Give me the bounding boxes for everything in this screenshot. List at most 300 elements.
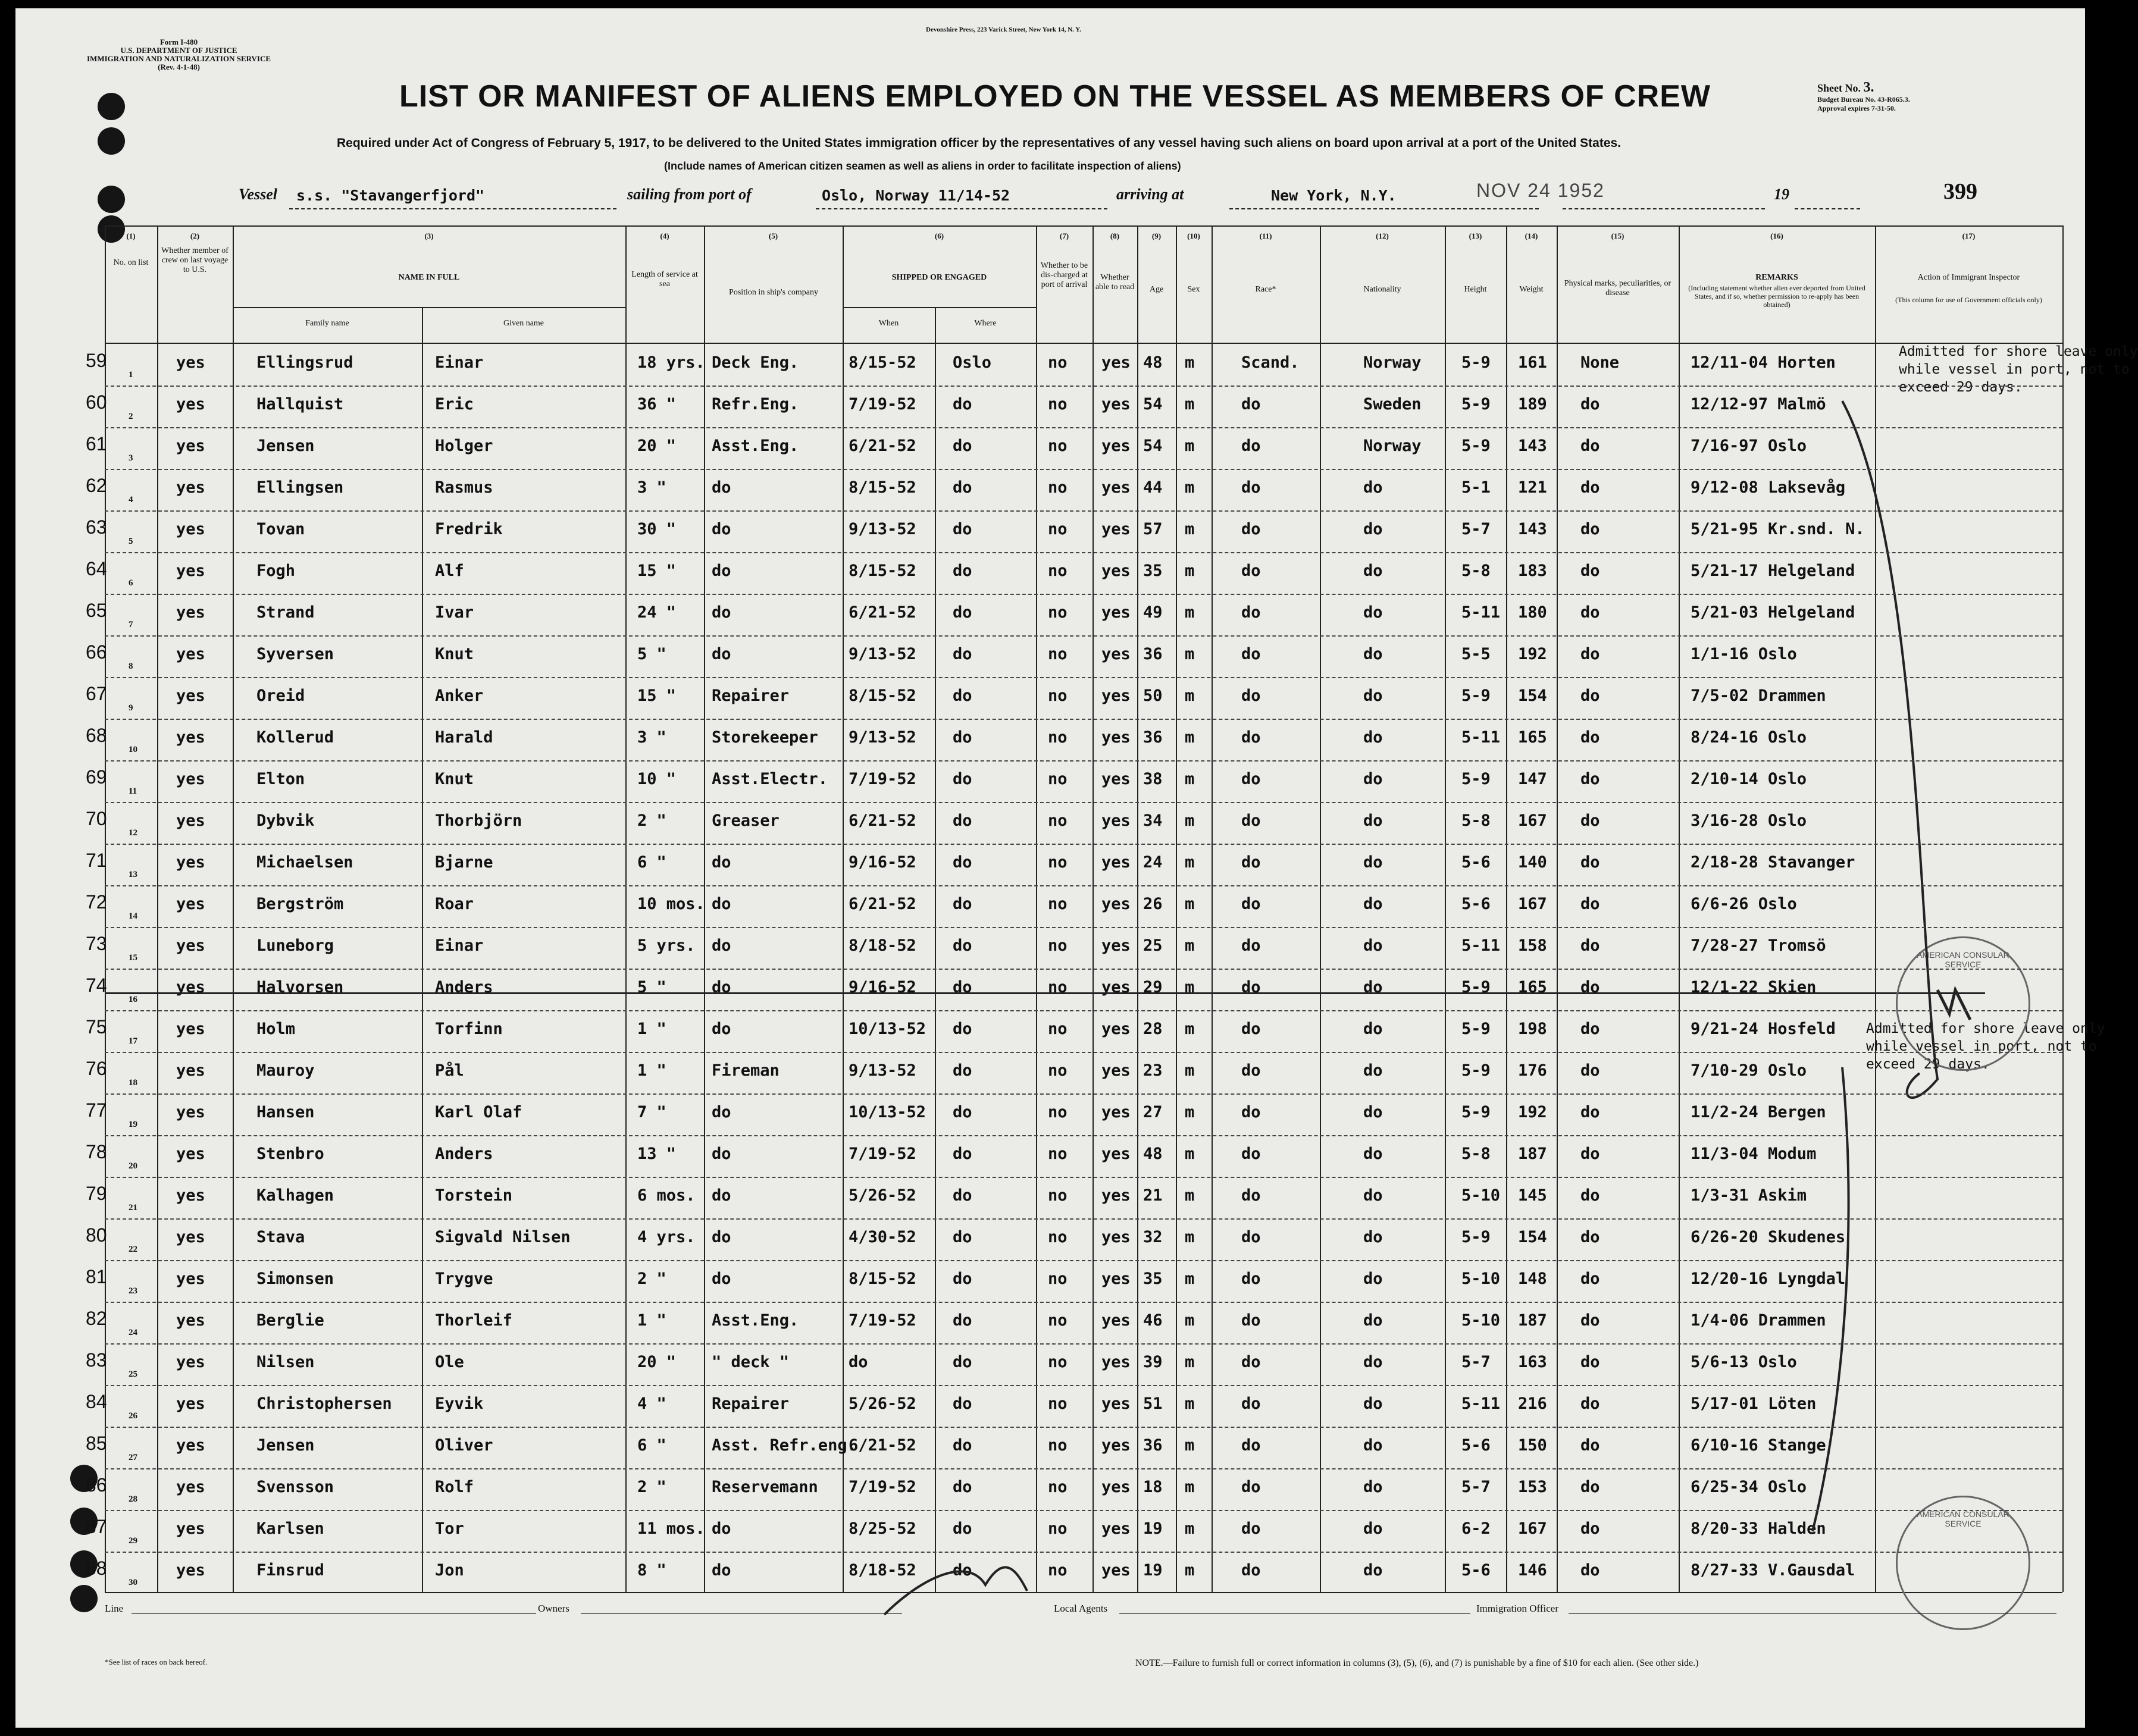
race: do xyxy=(1241,1061,1261,1080)
col-header-discharged: Whether to be dis-charged at port of arrival xyxy=(1040,261,1088,289)
line-number: 17 xyxy=(129,1036,137,1046)
col-header-where: Where xyxy=(974,319,997,328)
shipped-where: do xyxy=(953,562,972,580)
sex: m xyxy=(1185,1395,1195,1413)
punch-hole xyxy=(98,186,125,213)
family-name: Tovan xyxy=(256,520,305,538)
able-to-read: yes xyxy=(1101,895,1131,913)
race: do xyxy=(1241,1270,1261,1288)
row-number: 61 xyxy=(86,433,107,455)
family-name: Halvorsen xyxy=(256,978,344,997)
col-header-read: Whether able to read xyxy=(1095,273,1135,292)
col-number: (17) xyxy=(1962,231,1976,240)
row-divider xyxy=(105,469,2062,470)
table-row xyxy=(15,553,2085,596)
weight: 121 xyxy=(1518,478,1547,497)
shipped-where: do xyxy=(953,1436,972,1455)
sex: m xyxy=(1185,520,1195,538)
family-name: Bergström xyxy=(256,895,344,913)
remarks: 2/18-28 Stavanger xyxy=(1691,853,1855,872)
height: 5-9 xyxy=(1461,978,1491,997)
given-name: Torfinn xyxy=(435,1020,503,1038)
weight: 146 xyxy=(1518,1561,1547,1580)
position: Storekeeper xyxy=(712,728,818,747)
race: do xyxy=(1241,1145,1261,1163)
position: do xyxy=(712,1145,731,1163)
position: Reservemann xyxy=(712,1478,818,1496)
position: Greaser xyxy=(712,811,780,830)
able-to-read: yes xyxy=(1101,978,1131,997)
crew-last-voyage: yes xyxy=(176,1561,205,1580)
footer-agents-label: Local Agents xyxy=(1054,1603,1108,1614)
table-row xyxy=(15,1303,2085,1346)
sex: m xyxy=(1185,1311,1195,1330)
row-divider xyxy=(105,1427,2062,1428)
age: 46 xyxy=(1143,1311,1163,1330)
row-divider xyxy=(105,1385,2062,1386)
nationality: do xyxy=(1363,1145,1383,1163)
height: 5-8 xyxy=(1461,1145,1491,1163)
page-subtitle: Required under Act of Congress of February 5, 1917, to be delivered to the United States immigration officer by the representatives of any vessel having such aliens on board upon arrival at a port of the United States. xyxy=(337,136,1622,150)
given-name: Karl Olaf xyxy=(435,1103,522,1121)
table-row xyxy=(15,678,2085,721)
line-number: 19 xyxy=(129,1120,137,1129)
physical-marks: do xyxy=(1580,895,1600,913)
race: Scand. xyxy=(1241,353,1300,372)
height: 5-9 xyxy=(1461,1103,1491,1121)
sex: m xyxy=(1185,1519,1195,1538)
table-row xyxy=(15,1011,2085,1054)
col-header-sex: Sex xyxy=(1187,285,1200,294)
to-be-discharged: no xyxy=(1048,811,1068,830)
height: 5-9 xyxy=(1461,1228,1491,1246)
col-header-position: Position in ship's company xyxy=(729,288,818,297)
nationality: do xyxy=(1363,687,1383,705)
height: 5-9 xyxy=(1461,437,1491,455)
table-row xyxy=(15,845,2085,888)
nationality: do xyxy=(1363,1353,1383,1371)
physical-marks: do xyxy=(1580,1061,1600,1080)
table-row xyxy=(15,970,2085,1013)
to-be-discharged: no xyxy=(1048,1311,1068,1330)
length-of-service: 2 " xyxy=(637,1478,666,1496)
length-of-service: 18 yrs. xyxy=(637,353,705,372)
row-number: 75 xyxy=(86,1016,107,1038)
line-number: 9 xyxy=(129,703,133,713)
row-number: 76 xyxy=(86,1058,107,1079)
remarks: 12/20-16 Lyngdal xyxy=(1691,1270,1846,1288)
crew-last-voyage: yes xyxy=(176,1270,205,1288)
page-number: 399 xyxy=(1943,179,1977,204)
race: do xyxy=(1241,437,1261,455)
shipped-when: 10/13-52 xyxy=(849,1103,926,1121)
shipped-when: 7/19-52 xyxy=(849,395,916,413)
nationality: Norway xyxy=(1363,437,1422,455)
weight: 167 xyxy=(1518,1519,1547,1538)
crew-last-voyage: yes xyxy=(176,1311,205,1330)
able-to-read: yes xyxy=(1101,1395,1131,1413)
to-be-discharged: no xyxy=(1048,895,1068,913)
given-name: Trygve xyxy=(435,1270,493,1288)
col-header-nationality: Nationality xyxy=(1363,285,1401,294)
nationality: do xyxy=(1363,1311,1383,1330)
col-header-age: Age xyxy=(1149,285,1164,294)
row-divider xyxy=(105,427,2062,428)
given-name: Knut xyxy=(435,645,474,663)
length-of-service: 4 " xyxy=(637,1395,666,1413)
family-name: Fogh xyxy=(256,562,296,580)
shipped-when: 8/25-52 xyxy=(849,1519,916,1538)
given-name: Anker xyxy=(435,687,484,705)
row-divider xyxy=(105,594,2062,595)
table-row xyxy=(15,1261,2085,1304)
height: 5-7 xyxy=(1461,1478,1491,1496)
able-to-read: yes xyxy=(1101,1353,1131,1371)
table-row xyxy=(15,470,2085,513)
age: 35 xyxy=(1143,562,1163,580)
line-number: 10 xyxy=(129,745,137,754)
remarks: 7/10-29 Oslo xyxy=(1691,1061,1807,1080)
row-divider xyxy=(105,635,2062,637)
line-number: 16 xyxy=(129,995,137,1004)
physical-marks: do xyxy=(1580,1228,1600,1246)
age: 57 xyxy=(1143,520,1163,538)
sex: m xyxy=(1185,1436,1195,1455)
crew-last-voyage: yes xyxy=(176,978,205,997)
crew-last-voyage: yes xyxy=(176,353,205,372)
weight: 216 xyxy=(1518,1395,1547,1413)
family-name: Nilsen xyxy=(256,1353,315,1371)
age: 36 xyxy=(1143,1436,1163,1455)
family-name: Mauroy xyxy=(256,1061,315,1080)
crew-last-voyage: yes xyxy=(176,478,205,497)
col-number: (6) xyxy=(934,231,944,240)
shipped-where: do xyxy=(953,978,972,997)
crew-last-voyage: yes xyxy=(176,1353,205,1371)
line-number: 22 xyxy=(129,1245,137,1254)
crew-last-voyage: yes xyxy=(176,437,205,455)
height: 6-2 xyxy=(1461,1519,1491,1538)
nationality: do xyxy=(1363,1561,1383,1580)
height: 5-6 xyxy=(1461,853,1491,872)
remarks: 5/17-01 Löten xyxy=(1691,1395,1817,1413)
sex: m xyxy=(1185,1478,1195,1496)
crew-last-voyage: yes xyxy=(176,1478,205,1496)
shipped-when: 5/26-52 xyxy=(849,1186,916,1205)
row-divider xyxy=(105,1302,2062,1303)
row-number: 66 xyxy=(86,641,107,663)
sex: m xyxy=(1185,603,1195,622)
col-number: (11) xyxy=(1259,231,1272,240)
nationality: do xyxy=(1363,1519,1383,1538)
height: 5-10 xyxy=(1461,1186,1501,1205)
position: do xyxy=(712,1228,731,1246)
race: do xyxy=(1241,978,1261,997)
col-header-height: Height xyxy=(1464,285,1487,294)
sex: m xyxy=(1185,353,1195,372)
age: 27 xyxy=(1143,1103,1163,1121)
col-number: (5) xyxy=(768,231,778,240)
able-to-read: yes xyxy=(1101,1020,1131,1038)
family-name: Svensson xyxy=(256,1478,334,1496)
race: do xyxy=(1241,1353,1261,1371)
col-number: (3) xyxy=(424,231,434,240)
family-name: Michaelsen xyxy=(256,853,353,872)
row-number: 69 xyxy=(86,766,107,788)
able-to-read: yes xyxy=(1101,853,1131,872)
sex: m xyxy=(1185,1103,1195,1121)
height: 5-9 xyxy=(1461,353,1491,372)
consular-seal: AMERICAN CONSULAR SERVICE xyxy=(1896,936,2030,1071)
remarks: 2/10-14 Oslo xyxy=(1691,770,1807,788)
budget-bureau: Budget Bureau No. 43-R065.3. Approval expires 7-31-50. xyxy=(1817,95,1910,112)
height: 5-9 xyxy=(1461,395,1491,413)
col-header-service: Length of service at sea xyxy=(631,270,698,289)
physical-marks: do xyxy=(1580,1186,1600,1205)
remarks: 1/4-06 Drammen xyxy=(1691,1311,1826,1330)
line-number: 2 xyxy=(129,412,133,421)
weight: 140 xyxy=(1518,853,1547,872)
position: Repairer xyxy=(712,687,790,705)
height: 5-9 xyxy=(1461,687,1491,705)
shipped-where: do xyxy=(953,437,972,455)
height: 5-1 xyxy=(1461,478,1491,497)
to-be-discharged: no xyxy=(1048,520,1068,538)
shipped-when: 9/13-52 xyxy=(849,520,916,538)
table-row xyxy=(15,762,2085,804)
weight: 161 xyxy=(1518,353,1547,372)
col-header-crew: Whether member of crew on last voyage to U.S. xyxy=(161,246,228,274)
shore-leave-note: Admitted for shore leave only while vessel in port, not to exceed 29 days. xyxy=(1866,1021,2105,1072)
length-of-service: 1 " xyxy=(637,1311,666,1330)
race: do xyxy=(1241,728,1261,747)
length-of-service: 4 yrs. xyxy=(637,1228,696,1246)
age: 28 xyxy=(1143,1020,1163,1038)
weight: 153 xyxy=(1518,1478,1547,1496)
height: 5-8 xyxy=(1461,811,1491,830)
row-divider xyxy=(105,677,2062,678)
remarks: 8/24-16 Oslo xyxy=(1691,728,1807,747)
able-to-read: yes xyxy=(1101,1561,1131,1580)
to-be-discharged: no xyxy=(1048,1145,1068,1163)
table-row xyxy=(15,1220,2085,1262)
nationality: do xyxy=(1363,1020,1383,1038)
weight: 192 xyxy=(1518,1103,1547,1121)
shipped-when: 9/16-52 xyxy=(849,978,916,997)
crew-last-voyage: yes xyxy=(176,1103,205,1121)
position: do xyxy=(712,1020,731,1038)
race: do xyxy=(1241,1186,1261,1205)
given-name: Thorleif xyxy=(435,1311,513,1330)
shipped-where: do xyxy=(953,1103,972,1121)
given-name: Eyvik xyxy=(435,1395,484,1413)
shipped-when: 7/19-52 xyxy=(849,1145,916,1163)
sex: m xyxy=(1185,895,1195,913)
remarks: 8/27-33 V.Gausdal xyxy=(1691,1561,1855,1580)
sex: m xyxy=(1185,1020,1195,1038)
age: 32 xyxy=(1143,1228,1163,1246)
remarks: 12/1-22 Skien xyxy=(1691,978,1817,997)
shipped-when: 8/18-52 xyxy=(849,936,916,955)
sheet-number: Sheet No. 3. xyxy=(1817,80,1874,95)
row-number: 83 xyxy=(86,1349,107,1371)
col-header-no: No. on list xyxy=(113,258,149,267)
family-name: Stava xyxy=(256,1228,305,1246)
to-be-discharged: no xyxy=(1048,603,1068,622)
given-name: Thorbjörn xyxy=(435,811,522,830)
family-name: Finsrud xyxy=(256,1561,324,1580)
line-number: 11 xyxy=(129,786,137,796)
row-divider xyxy=(105,927,2062,928)
weight: 154 xyxy=(1518,687,1547,705)
physical-marks: do xyxy=(1580,395,1600,413)
col-number: (1) xyxy=(126,231,136,240)
col-number: (9) xyxy=(1151,231,1162,240)
remarks: 12/11-04 Horten xyxy=(1691,353,1836,372)
physical-marks: do xyxy=(1580,478,1600,497)
line-number: 5 xyxy=(129,537,133,546)
physical-marks: do xyxy=(1580,1103,1600,1121)
race: do xyxy=(1241,478,1261,497)
remarks: 11/3-04 Modum xyxy=(1691,1145,1817,1163)
shipped-where: do xyxy=(953,395,972,413)
table-row xyxy=(15,1095,2085,1138)
row-divider xyxy=(105,885,2062,886)
remarks: 5/21-03 Helgeland xyxy=(1691,603,1855,622)
shipped-where: do xyxy=(953,811,972,830)
height: 5-11 xyxy=(1461,603,1501,622)
to-be-discharged: no xyxy=(1048,478,1068,497)
family-name: Hallquist xyxy=(256,395,344,413)
able-to-read: yes xyxy=(1101,353,1131,372)
shipped-where: do xyxy=(953,520,972,538)
table-row xyxy=(15,886,2085,929)
col-header-remarks: REMARKS xyxy=(1755,273,1798,282)
sex: m xyxy=(1185,936,1195,955)
row-divider xyxy=(105,1177,2062,1178)
nationality: do xyxy=(1363,1395,1383,1413)
table-row xyxy=(15,1178,2085,1221)
weight: 167 xyxy=(1518,895,1547,913)
weight: 145 xyxy=(1518,1186,1547,1205)
sex: m xyxy=(1185,728,1195,747)
race: do xyxy=(1241,645,1261,663)
able-to-read: yes xyxy=(1101,478,1131,497)
vessel-label: Vessel xyxy=(239,186,277,203)
nationality: do xyxy=(1363,1186,1383,1205)
page-subtitle-note: (Include names of American citizen seamen as well as aliens in order to facilitate inspection of aliens) xyxy=(664,160,1181,172)
shipped-when: 6/21-52 xyxy=(849,603,916,622)
physical-marks: do xyxy=(1580,936,1600,955)
given-name: Sigvald Nilsen xyxy=(435,1228,571,1246)
row-number: 86 xyxy=(86,1474,107,1496)
sex: m xyxy=(1185,687,1195,705)
length-of-service: 7 " xyxy=(637,1103,666,1121)
position: do xyxy=(712,645,731,663)
remarks: 9/12-08 Laksevåg xyxy=(1691,478,1846,497)
shipped-when: 4/30-52 xyxy=(849,1228,916,1246)
able-to-read: yes xyxy=(1101,437,1131,455)
line-number: 25 xyxy=(129,1370,137,1379)
table-row xyxy=(15,512,2085,554)
sex: m xyxy=(1185,395,1195,413)
weight: 187 xyxy=(1518,1311,1547,1330)
age: 19 xyxy=(1143,1561,1163,1580)
height: 5-9 xyxy=(1461,1061,1491,1080)
position: Asst. Refr.eng. xyxy=(712,1436,857,1455)
col-number: (2) xyxy=(190,231,200,240)
weight: 158 xyxy=(1518,936,1547,955)
position: do xyxy=(712,1561,731,1580)
shipped-where: do xyxy=(953,1519,972,1538)
given-name: Alf xyxy=(435,562,464,580)
table-row xyxy=(15,1511,2085,1554)
table-row xyxy=(15,720,2085,763)
row-number: 64 xyxy=(86,558,107,579)
crew-last-voyage: yes xyxy=(176,728,205,747)
sex: m xyxy=(1185,978,1195,997)
nationality: do xyxy=(1363,1228,1383,1246)
crew-last-voyage: yes xyxy=(176,770,205,788)
consular-seal: AMERICAN CONSULAR SERVICE xyxy=(1896,1496,2030,1630)
length-of-service: 3 " xyxy=(637,478,666,497)
row-number: 77 xyxy=(86,1099,107,1121)
shipped-where: do xyxy=(953,1145,972,1163)
remarks: 8/20-33 Halden xyxy=(1691,1519,1826,1538)
physical-marks: do xyxy=(1580,1519,1600,1538)
length-of-service: 5 " xyxy=(637,645,666,663)
crew-last-voyage: yes xyxy=(176,853,205,872)
age: 29 xyxy=(1143,978,1163,997)
height: 5-5 xyxy=(1461,645,1491,663)
weight: 192 xyxy=(1518,645,1547,663)
line-number: 4 xyxy=(129,495,133,504)
age: 34 xyxy=(1143,811,1163,830)
remarks: 6/25-34 Oslo xyxy=(1691,1478,1807,1496)
crew-last-voyage: yes xyxy=(176,1228,205,1246)
to-be-discharged: no xyxy=(1048,353,1068,372)
race: do xyxy=(1241,1436,1261,1455)
height: 5-7 xyxy=(1461,1353,1491,1371)
physical-marks: do xyxy=(1580,1145,1600,1163)
row-divider xyxy=(105,1010,2062,1011)
col-number: (12) xyxy=(1376,231,1389,240)
length-of-service: 13 " xyxy=(637,1145,677,1163)
race: do xyxy=(1241,687,1261,705)
row-number: 70 xyxy=(86,808,107,829)
shipped-where: do xyxy=(953,687,972,705)
remarks: 9/21-24 Hosfeld xyxy=(1691,1020,1836,1038)
height: 5-8 xyxy=(1461,562,1491,580)
row-number: 67 xyxy=(86,683,107,704)
shipped-where: do xyxy=(953,645,972,663)
nationality: do xyxy=(1363,853,1383,872)
col-header-given-name: Given name xyxy=(503,319,544,328)
row-divider xyxy=(105,1135,2062,1136)
weight: 165 xyxy=(1518,978,1547,997)
row-divider xyxy=(105,969,2062,970)
given-name: Oliver xyxy=(435,1436,493,1455)
able-to-read: yes xyxy=(1101,1270,1131,1288)
age: 38 xyxy=(1143,770,1163,788)
physical-marks: do xyxy=(1580,645,1600,663)
family-name: Ellingsrud xyxy=(256,353,353,372)
row-divider xyxy=(105,760,2062,762)
shipped-when: 6/21-52 xyxy=(849,1436,916,1455)
shipped-when: 6/21-52 xyxy=(849,437,916,455)
shipped-when: 7/19-52 xyxy=(849,1478,916,1496)
line-number: 26 xyxy=(129,1411,137,1421)
